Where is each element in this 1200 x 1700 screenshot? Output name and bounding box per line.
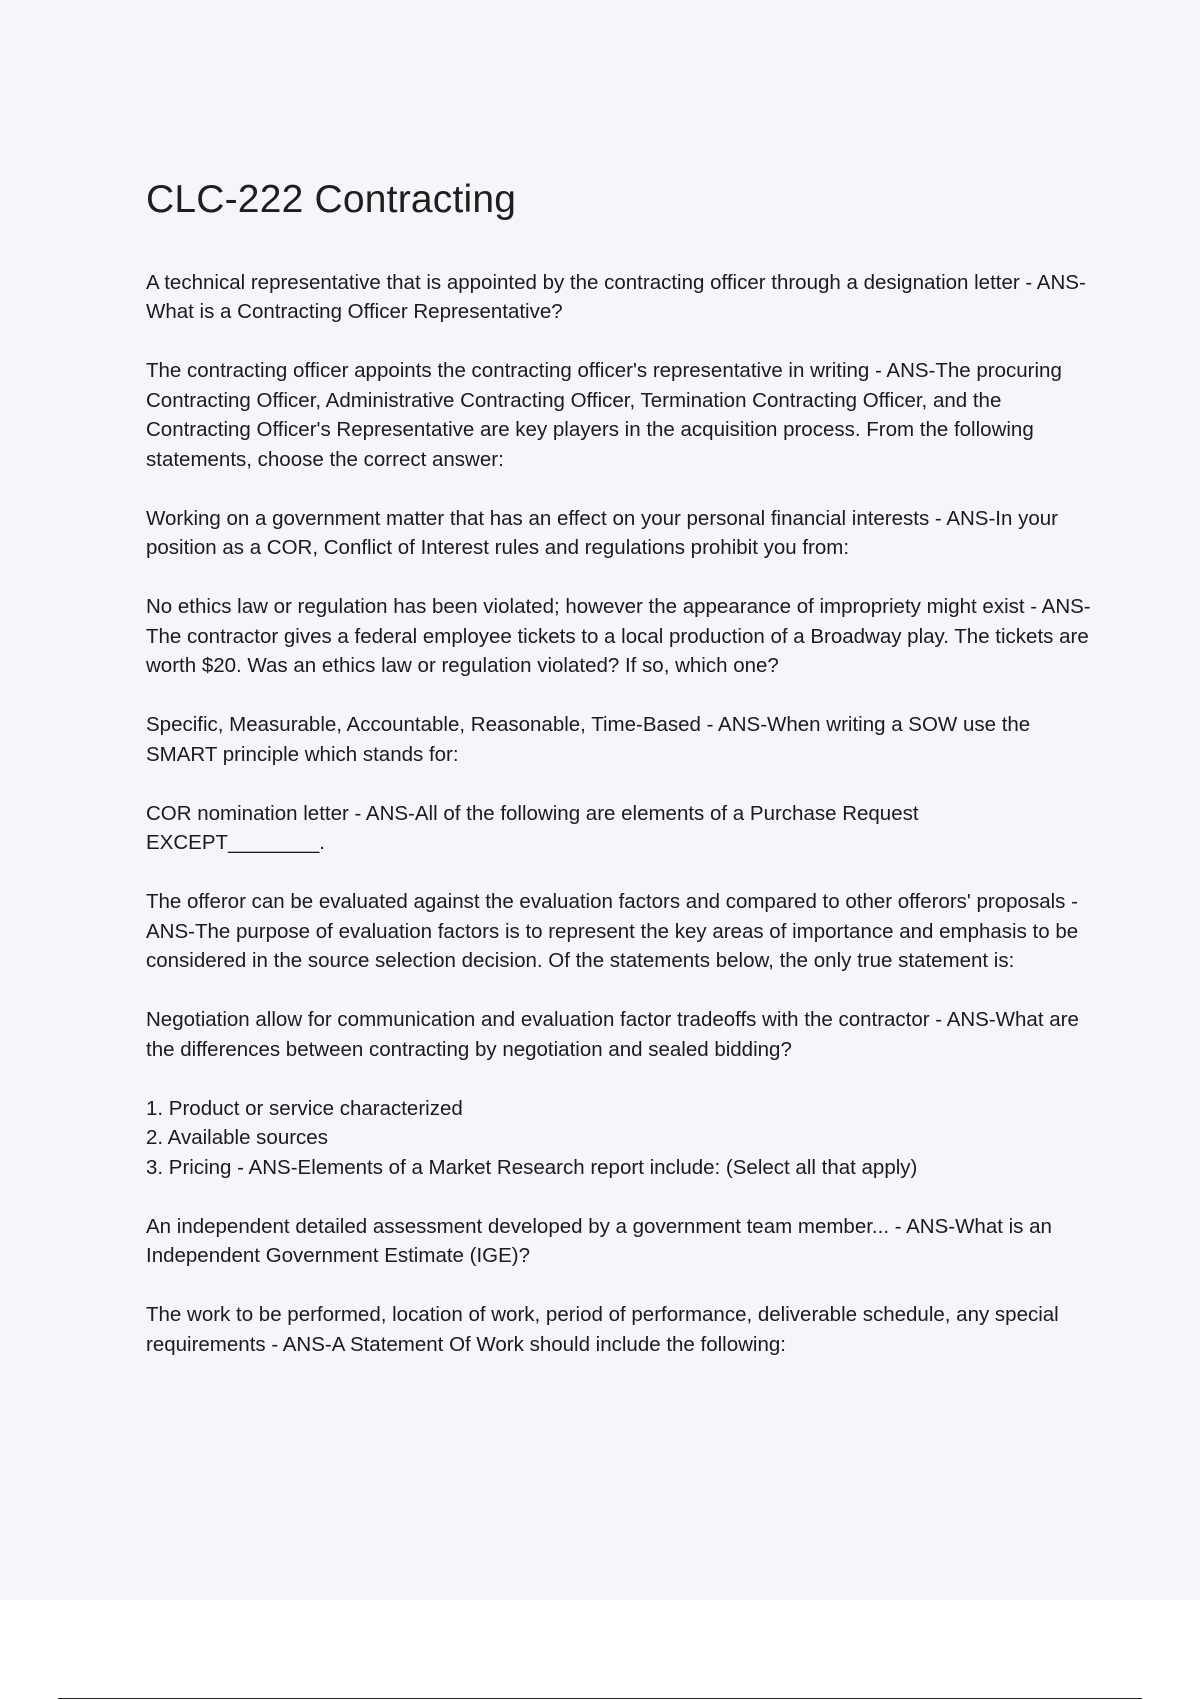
qa-entry: Working on a government matter that has an effect on your personal financial interests - ANS-In your position as a COR, Conflict of Interest rules and regulations prohibit you from: <box>146 506 1058 560</box>
qa-entry: 1. Product or service characterized 2. Available sources 3. Pricing - ANS-Elements of a Market Research report include: (Select all that apply) <box>146 1096 918 1179</box>
qa-entry: A technical representative that is appointed by the contracting officer through a designation letter - ANS-What is a Contracting Officer Representative? <box>146 270 1086 324</box>
qa-entry: Specific, Measurable, Accountable, Reasonable, Time-Based - ANS-When writing a SOW use the SMART principle which stands for: <box>146 713 1031 766</box>
qa-entry: An independent detailed assessment developed by a government team member... - ANS-What is an Independent Government Estimate (IGE)? <box>146 1214 1052 1268</box>
document-content <box>146 178 1096 1389</box>
qa-entry: No ethics law or regulation has been violated; however the appearance of impropriety might exist - ANS-The contractor gives a federal employee tickets to a local production of a Broadway play. The tickets are worth $20. Was an ethics law or regulation violated? If so, which one? <box>146 595 1091 678</box>
qa-entry: Negotiation allow for communication and evaluation factor tradeoffs with the contractor - ANS-What are the differences between contracting by negotiation and sealed bidding? <box>146 1008 1079 1061</box>
document-title: CLC-222 Contracting <box>146 178 517 221</box>
qa-entry: The contracting officer appoints the contracting officer's representative in writing - ANS-The procuring Contracting Officer, Administrative Contracting Officer, Termination Contracting Officer, and the Contracting Officer's Representative are key players in the acquisition process. From the following statements, choose the correct answer: <box>146 359 1062 471</box>
qa-entry: The work to be performed, location of work, period of performance, deliverable schedule, any special requirements - ANS-A Statement Of Work should include the following: <box>146 1303 1059 1356</box>
bottom-divider <box>58 1698 1142 1699</box>
qa-entry: The offeror can be evaluated against the evaluation factors and compared to other offerors' proposals - ANS-The purpose of evaluation factors is to represent the key areas of importance and emphasis to be considered in the source selection decision. Of the statements below, the only true statement is: <box>146 890 1079 973</box>
qa-entry: COR nomination letter - ANS-All of the following are elements of a Purchase Request EXCEPT________. <box>146 801 919 855</box>
